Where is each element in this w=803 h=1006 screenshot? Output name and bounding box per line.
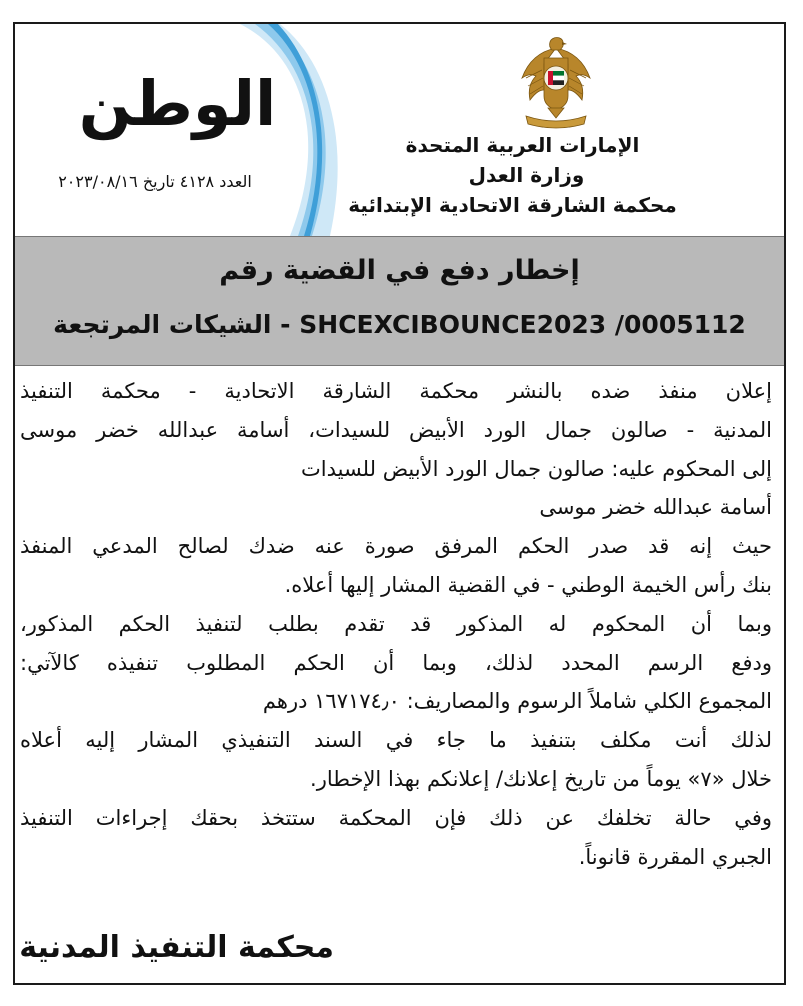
government-heading (315, 130, 710, 220)
notice-frame (13, 22, 786, 985)
country-name: الإمارات العربية المتحدة (405, 133, 640, 157)
case-subtitle (15, 303, 784, 347)
issue-date: العدد ٤١٢٨ تاريخ ٢٠٢٣/٠٨/١٦ (58, 172, 252, 191)
newspaper-logo: الوطن (78, 67, 277, 140)
ministry-name: وزارة العدل (468, 163, 585, 187)
uae-emblem-icon (518, 34, 594, 130)
body-line: وبما أن المحكوم له المذكور قد تقدم بطلب لتنفيذ الحكم المذكور، (20, 611, 772, 636)
notice-header (15, 24, 784, 236)
notice-title: إخطار دفع في القضية رقم (219, 255, 580, 286)
body-line: وفي حالة تخلفك عن ذلك فإن المحكمة ستتخذ بحقك إجراءات التنفيذ (20, 805, 772, 830)
body-line: أسامة عبدالله خضر موسى (539, 495, 772, 520)
court-signoff: محكمة التنفيذ المدنية (19, 930, 334, 965)
case-type: - الشيكات المرتجعة (53, 310, 291, 339)
body-line: خلال «٧» يوماً من تاريخ إعلانك/ إعلانكم بهذا الإخطار. (310, 766, 772, 791)
body-line: المجموع الكلي شاملاً الرسوم والمصاريف: ١٦٧١٧٤٫٠ درهم (262, 689, 772, 714)
case-number: SHCEXCIBOUNCE2023 /0005112 (299, 310, 746, 339)
body-line: إلى المحكوم عليه: صالون جمال الورد الأبيض للسيدات (300, 456, 772, 481)
body-line: الجبري المقررة قانوناً. (578, 844, 772, 869)
body-line: بنك رأس الخيمة الوطني - في القضية المشار إليها أعلاه. (284, 572, 772, 597)
body-line: إعلان منفذ ضده بالنشر محكمة الشارقة الاتحادية - محكمة التنفيذ (20, 379, 772, 403)
title-band (15, 236, 784, 366)
notice-body (20, 372, 772, 876)
body-line: ودفع الرسم المحدد لذلك، وبما أن الحكم المطلوب تنفيذه كالآتي: (20, 650, 772, 675)
body-line: حيث إنه قد صدر الحكم المرفق صورة عنه ضدك لصالح المدعي المنفذ (20, 534, 772, 559)
court-name: محكمة الشارقة الاتحادية الإبتدائية (348, 193, 677, 217)
body-line: لذلك أنت مكلف بتنفيذ ما جاء في السند التنفيذي المشار إليه أعلاه (20, 728, 772, 753)
body-line: المدنية - صالون جمال الورد الأبيض للسيدات، أسامة عبدالله خضر موسى (20, 417, 772, 442)
